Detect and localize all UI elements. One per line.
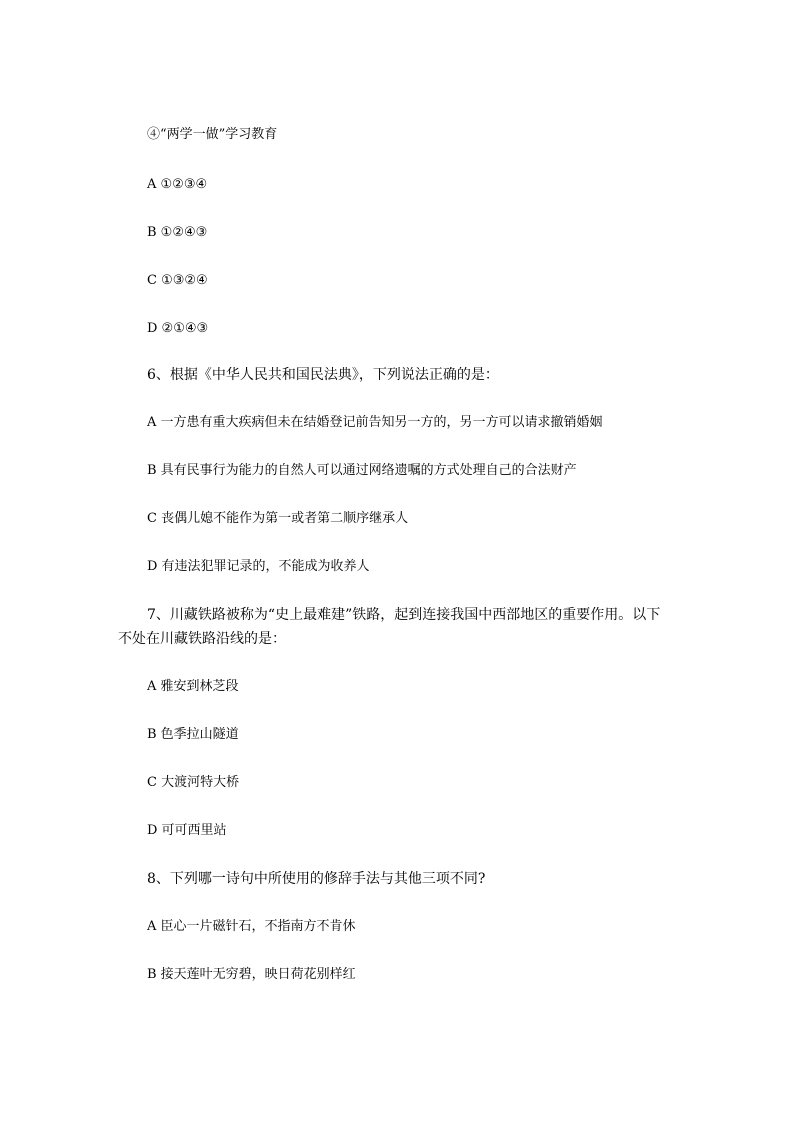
option-d: D ②①④③ xyxy=(147,321,209,336)
option-d: D 可可西里站 xyxy=(147,823,227,838)
option-d: D 有违法犯罪记录的，不能成为收养人 xyxy=(147,559,370,574)
question-5-item-4: ④“两学一做”学习教育 xyxy=(147,127,278,142)
question-7-continued: 不处在川藏铁路沿线的是： xyxy=(118,631,286,647)
option-a: A ①②③④ xyxy=(147,177,208,192)
option-b: B 具有民事行为能力的自然人可以通过网络遗嘱的方式处理自己的合法财产 xyxy=(147,463,577,478)
question-7: 7、川藏铁路被称为“史上最难建”铁路，起到连接我国中西部地区的重要作用。以下 xyxy=(147,607,661,623)
option-c: C 大渡河特大桥 xyxy=(147,775,240,790)
question-6: 6、根据《中华人民共和国民法典》，下列说法正确的是： xyxy=(147,367,499,383)
option-a: A 臣心一片磁针石，不指南方不肯休 xyxy=(147,919,356,934)
question-8: 8、下列哪一诗句中所使用的修辞手法与其他三项不同? xyxy=(147,871,486,887)
option-a: A 一方患有重大疾病但未在结婚登记前告知另一方的，另一方可以请求撤销婚姻 xyxy=(147,415,603,430)
option-c: C 丧偶儿媳不能作为第一或者第二顺序继承人 xyxy=(147,511,409,526)
option-a: A 雅安到林芝段 xyxy=(147,679,239,694)
option-c: C ①③②④ xyxy=(147,273,208,288)
option-b: B 接天莲叶无穷碧，映日荷花别样红 xyxy=(147,967,356,982)
option-b: B 色季拉山隧道 xyxy=(147,727,239,742)
option-b: B ①②④③ xyxy=(147,225,208,240)
